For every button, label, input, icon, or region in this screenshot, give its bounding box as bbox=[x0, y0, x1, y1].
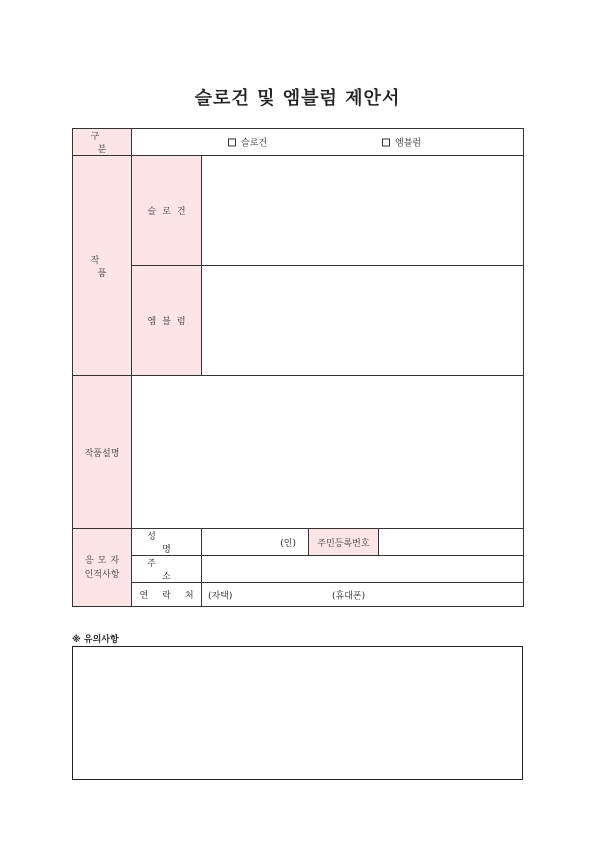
checkbox-icon[interactable] bbox=[382, 138, 390, 146]
applicant-label-line2: 인적사항 bbox=[84, 569, 120, 580]
address-label bbox=[132, 556, 202, 583]
work-label bbox=[73, 156, 132, 376]
contact-field[interactable] bbox=[202, 583, 524, 607]
slogan-field[interactable] bbox=[202, 156, 524, 266]
home-phone-label: (자택) bbox=[208, 591, 233, 601]
checkbox-icon[interactable] bbox=[228, 138, 236, 146]
mobile-label: (휴대폰) bbox=[332, 591, 366, 601]
emblem-field[interactable] bbox=[202, 266, 524, 376]
option-emblem[interactable] bbox=[382, 136, 421, 149]
address-field[interactable] bbox=[202, 556, 524, 583]
address-label-text: 주소 bbox=[147, 559, 201, 582]
applicant-label-line1: 응모자 bbox=[84, 555, 124, 566]
proposal-form bbox=[72, 128, 524, 607]
work-label-text: 작 품 bbox=[90, 255, 121, 279]
name-label-text: 성명 bbox=[147, 532, 201, 555]
name-field[interactable] bbox=[202, 529, 309, 556]
option-slogan-label: 슬로건 bbox=[241, 138, 268, 149]
id-number-field[interactable] bbox=[379, 529, 524, 556]
category-options bbox=[132, 129, 524, 156]
emblem-label-text: 엠블럼 bbox=[147, 317, 192, 327]
slogan-label-text: 슬로건 bbox=[147, 207, 192, 217]
seal-text: (인) bbox=[280, 538, 296, 549]
id-number-label bbox=[309, 529, 379, 556]
notice-title: ※ 유의사항 bbox=[72, 635, 119, 645]
category-label-text: 구 분 bbox=[90, 132, 121, 155]
option-emblem-label: 엠블럼 bbox=[395, 138, 422, 149]
slogan-label bbox=[132, 156, 202, 266]
contact-label bbox=[132, 583, 208, 607]
notice-box bbox=[72, 646, 523, 780]
contact-label-text: 연락처 bbox=[139, 591, 208, 601]
applicant-label bbox=[73, 529, 132, 607]
id-number-label-text: 주민등록번호 bbox=[317, 538, 370, 549]
description-field[interactable] bbox=[132, 376, 524, 529]
description-label bbox=[73, 376, 132, 529]
emblem-label bbox=[132, 266, 202, 376]
name-label bbox=[132, 529, 202, 556]
page-title: 슬로건 및 엠블럼 제안서 bbox=[194, 88, 401, 109]
option-slogan[interactable] bbox=[228, 136, 267, 149]
description-label-text: 작품설명 bbox=[84, 448, 120, 459]
category-label bbox=[73, 129, 132, 156]
